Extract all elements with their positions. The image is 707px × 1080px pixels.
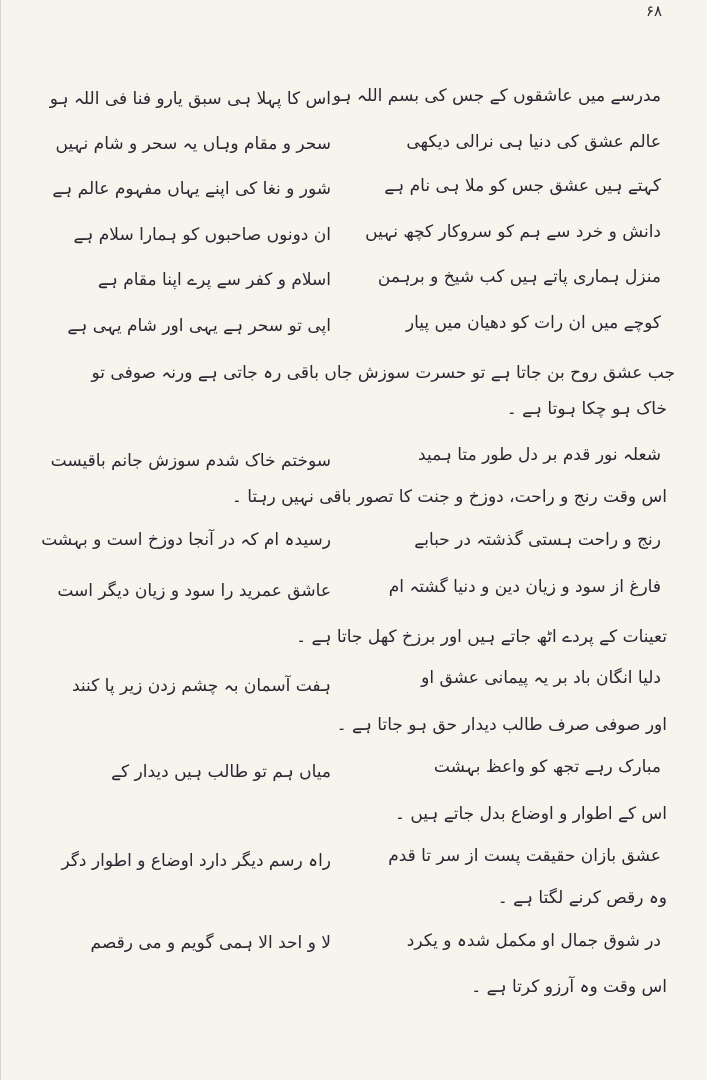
verse-line-left: اسلام و کفر سے پرے اپنا مقام ہے [97, 270, 331, 290]
verse-line-left: ہفت آسمان بہ چشم زدن زیر پا کنند [72, 676, 331, 696]
prose-line: تعینات کے پردے اٹھ جاتے ہیں اور برزخ کھل جاتا ہے ۔ [296, 627, 667, 647]
verse-line-left: سوختم خاک شدم سوزش جانم باقیست [50, 451, 331, 471]
verse-line-left: اپی تو سحر ہے یہی اور شام یہی ہے [67, 316, 331, 336]
verse-line-right: دانش و خرد سے ہم کو سروکار کچھ نہیں [365, 222, 661, 242]
prose-line: اور صوفی صرف طالب دیدار حق ہو جاتا ہے ۔ [336, 715, 667, 735]
page-number: ۶۸ [645, 2, 663, 20]
verse-line-right: عالم عشق کی دنیا ہی نرالی دیکھی [406, 132, 661, 152]
verse-line-left: میاں ہم تو طالب ہیں دیدار کے [111, 762, 331, 782]
prose-line: جب عشق روح بن جاتا ہے تو حسرت سوزش جاں باقی رہ جاتی ہے ورنہ صوفی تو [91, 363, 675, 383]
verse-line-left: راہ رسم دیگر دارد اوضاع و اطوار دگر [61, 851, 331, 871]
verse-line-left: لا و احد الا ہمی گویم و می رقصم [90, 933, 331, 953]
prose-line: اس وقت وہ آرزو کرتا ہے ۔ [471, 977, 667, 997]
prose-line: وہ رقص کرنے لگتا ہے ۔ [497, 888, 667, 908]
verse-line-left: عاشق عمرید را سود و زیان دیگر است [57, 581, 331, 601]
verse-line-right: در شوق جمال او مکمل شدہ و یکرد [406, 931, 661, 951]
verse-line-right: دلیا انگان باد بر یہ پیمانی عشق او [421, 668, 661, 688]
verse-line-right: عشق بازان حقیقت پست از سر تا قدم [388, 846, 661, 866]
prose-line: اس وقت رنج و راحت، دوزخ و جنت کا تصور باقی نہیں رہتا ۔ [231, 487, 667, 507]
verse-line-left: اس کا پہلا ہی سبق یارو فنا فی اللہ ہو [49, 89, 331, 109]
prose-line: اس کے اطوار و اوضاع بدل جاتے ہیں ۔ [394, 804, 667, 824]
verse-line-left: رسیدہ ام کہ در آنجا دوزخ است و بہشت [41, 530, 331, 550]
verse-line-right: فارغ از سود و زیان دین و دنیا گشتہ ام [388, 577, 661, 597]
prose-line: خاک ہو چکا ہوتا ہے ۔ [506, 399, 667, 419]
verse-line-right: شعلہ نور قدم بر دل طور متا ہمید [418, 445, 661, 465]
verse-line-right: مبارک رہے تجھ کو واعظ بہشت [433, 757, 661, 777]
verse-line-right: مدرسے میں عاشقوں کے جس کی بسم اللہ ہو [332, 86, 661, 106]
verse-line-right: کہتے ہیں عشق جس کو ملا ہی نام ہے [384, 176, 661, 196]
verse-line-right: منزل ہماری پاتے ہیں کب شیخ و برہمن [377, 267, 661, 287]
verse-line-left: سحر و مقام وہاں یہ سحر و شام نہیں [55, 134, 331, 154]
verse-line-left: شور و نغا کی اپنے یہاں مفہوم عالم ہے [52, 179, 331, 199]
verse-line-right: رنج و راحت ہستی گذشتہ در حبابے [414, 530, 661, 550]
verse-line-left: ان دونوں صاحبوں کو ہمارا سلام ہے [73, 225, 331, 245]
verse-line-right: کوچے میں ان رات کو دھیان میں پیار [405, 313, 661, 333]
